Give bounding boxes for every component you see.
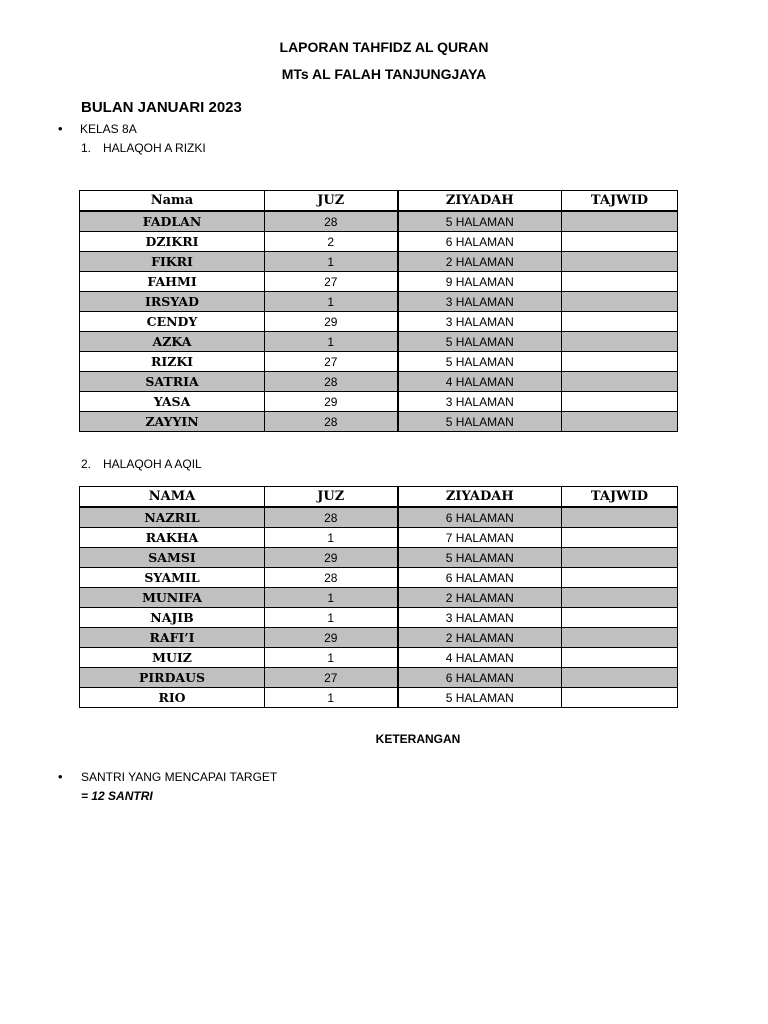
table-row [80,688,678,708]
table-row [80,352,678,372]
cell-ziyadah: 7 HALAMAN [398,528,562,548]
table-row [80,392,678,412]
cell-ziyadah: 2 HALAMAN [398,252,562,272]
cell-juz: 29 [265,628,398,648]
cell-tajwid [562,568,678,588]
cell-name: NAJIB [80,608,265,628]
group1-heading [81,141,206,155]
school-name: MTs AL FALAH TANJUNGJAYA [281,66,487,82]
cell-ziyadah: 5 HALAMAN [398,352,562,372]
cell-juz: 28 [265,412,398,432]
cell-name: SATRIA [80,372,265,392]
cell-ziyadah: 5 HALAMAN [398,412,562,432]
group2-number: 2. [81,457,92,471]
cell-ziyadah: 5 HALAMAN [398,548,562,568]
cell-juz: 29 [265,548,398,568]
table-row [80,588,678,608]
cell-juz: 2 [265,232,398,252]
table-row [80,668,678,688]
table-header-row [80,487,678,508]
cell-ziyadah: 3 HALAMAN [398,292,562,312]
cell-ziyadah: 4 HALAMAN [398,648,562,668]
cell-tajwid [562,211,678,232]
cell-juz: 1 [265,292,398,312]
cell-name: MUIZ [80,648,265,668]
cell-ziyadah: 3 HALAMAN [398,392,562,412]
cell-tajwid [562,628,678,648]
table-row [80,211,678,232]
cell-ziyadah: 2 HALAMAN [398,628,562,648]
cell-tajwid [562,332,678,352]
notes-value: = 12 SANTRI [81,789,153,803]
cell-tajwid [562,688,678,708]
table-row [80,648,678,668]
cell-name: NAZRIL [80,507,265,528]
cell-ziyadah: 9 HALAMAN [398,272,562,292]
cell-name: DZIKRI [80,232,265,252]
cell-tajwid [562,412,678,432]
cell-name: YASA [80,392,265,412]
group1-table [79,190,678,432]
cell-juz: 1 [265,588,398,608]
table-header-row [80,191,678,212]
table-row [80,568,678,588]
column-header-tajwid: TAJWID [562,191,678,212]
cell-tajwid [562,507,678,528]
group1-label: HALAQOH A RIZKI [103,141,206,155]
table-row [80,272,678,292]
cell-juz: 29 [265,392,398,412]
cell-tajwid [562,292,678,312]
column-header-ziyadah: ZIYADAH [398,191,562,212]
cell-juz: 1 [265,332,398,352]
cell-tajwid [562,252,678,272]
report-title: LAPORAN TAHFIDZ AL QURAN [279,39,489,55]
bullet-icon: • [58,121,63,136]
cell-name: FADLAN [80,211,265,232]
cell-juz: 28 [265,568,398,588]
cell-name: ZAYYIN [80,412,265,432]
notes-heading: KETERANGAN [375,732,461,746]
cell-juz: 28 [265,372,398,392]
cell-tajwid [562,392,678,412]
cell-ziyadah: 6 HALAMAN [398,232,562,252]
cell-ziyadah: 3 HALAMAN [398,312,562,332]
table-row [80,252,678,272]
cell-juz: 1 [265,252,398,272]
cell-ziyadah: 5 HALAMAN [398,211,562,232]
table-row [80,608,678,628]
class-bullet [58,121,137,136]
group2-label: HALAQOH A AQIL [103,457,202,471]
column-header-juz: JUZ [265,487,398,508]
cell-juz: 1 [265,688,398,708]
table-row [80,548,678,568]
cell-tajwid [562,528,678,548]
notes-item [58,769,277,784]
cell-name: SAMSI [80,548,265,568]
cell-name: PIRDAUS [80,668,265,688]
class-label: KELAS 8A [80,122,137,136]
cell-ziyadah: 6 HALAMAN [398,507,562,528]
table-row [80,372,678,392]
cell-juz: 28 [265,507,398,528]
table-row [80,332,678,352]
cell-tajwid [562,588,678,608]
cell-name: RIZKI [80,352,265,372]
cell-juz: 27 [265,352,398,372]
cell-tajwid [562,548,678,568]
cell-name: IRSYAD [80,292,265,312]
cell-tajwid [562,608,678,628]
cell-tajwid [562,352,678,372]
cell-ziyadah: 5 HALAMAN [398,332,562,352]
report-month: BULAN JANUARI 2023 [81,99,242,116]
column-header-tajwid: TAJWID [562,487,678,508]
cell-name: AZKA [80,332,265,352]
cell-ziyadah: 6 HALAMAN [398,668,562,688]
cell-name: RIO [80,688,265,708]
cell-ziyadah: 5 HALAMAN [398,688,562,708]
cell-juz: 1 [265,528,398,548]
bullet-icon: • [58,769,63,784]
cell-tajwid [562,668,678,688]
cell-name: FIKRI [80,252,265,272]
table-row [80,507,678,528]
cell-ziyadah: 4 HALAMAN [398,372,562,392]
cell-name: SYAMIL [80,568,265,588]
table-row [80,312,678,332]
column-header-ziyadah: ZIYADAH [398,487,562,508]
column-header-name: NAMA [80,487,265,508]
group2-table [79,486,678,708]
cell-name: MUNIFA [80,588,265,608]
table-row [80,528,678,548]
cell-tajwid [562,372,678,392]
notes-item-label: SANTRI YANG MENCAPAI TARGET [81,770,278,784]
cell-tajwid [562,272,678,292]
cell-ziyadah: 2 HALAMAN [398,588,562,608]
cell-tajwid [562,648,678,668]
cell-name: CENDY [80,312,265,332]
table-row [80,412,678,432]
cell-name: FAHMI [80,272,265,292]
cell-juz: 28 [265,211,398,232]
column-header-name: Nama [80,191,265,212]
table-row [80,232,678,252]
cell-ziyadah: 3 HALAMAN [398,608,562,628]
column-header-juz: JUZ [265,191,398,212]
cell-juz: 1 [265,648,398,668]
cell-juz: 29 [265,312,398,332]
table-row [80,628,678,648]
cell-tajwid [562,312,678,332]
cell-juz: 27 [265,272,398,292]
group2-heading [81,457,202,471]
group1-number: 1. [81,141,92,155]
cell-juz: 1 [265,608,398,628]
cell-name: RAKHA [80,528,265,548]
cell-juz: 27 [265,668,398,688]
cell-tajwid [562,232,678,252]
cell-name: RAFI’I [80,628,265,648]
cell-ziyadah: 6 HALAMAN [398,568,562,588]
table-row [80,292,678,312]
